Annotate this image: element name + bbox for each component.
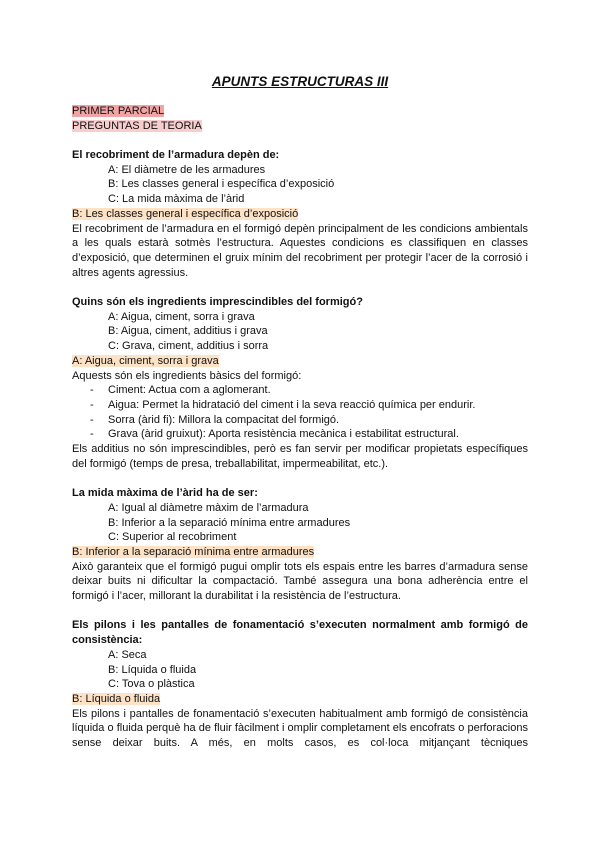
explanation-1: El recobriment de l’armadura en el formigó depèn principalment de les condicions ambientals a les quals estarà sotmès l’estructura. Aquestes condicions es classifiquen en classes d’exposició, que determinen el gruix mínim del recobriment per protegir l’acer de la corrosió i altres agents agressius. (72, 222, 528, 279)
explanation-2: Els additius no són imprescindibles, però es fan servir per modificar propietats específiques del formigó (temps de presa, treballabilitat, impermeabilitat, etc.). (72, 443, 528, 470)
subsection-heading: PREGUNTAS DE TEORIA (72, 119, 202, 132)
answer-2: A: Aigua, ciment, sorra i grava (72, 354, 219, 367)
option-b: B: Les classes general i específica d’exposició (108, 178, 335, 191)
option-a: A: El diàmetre de les armadures (108, 163, 266, 176)
answer-3: B: Inferior a la separació mínima entre armadures (72, 545, 315, 558)
list-item: - Aigua: Permet la hidratació del ciment i la seva reacció química per endurir. (72, 398, 528, 413)
section-heading: PRIMER PARCIAL (72, 105, 165, 117)
ingredients-intro: Aquests són els ingredients bàsics del formigó: (72, 369, 302, 382)
option-b: B: Aigua, ciment, additius i grava (108, 325, 268, 338)
option-c: C: La mida màxima de l’àrid (108, 193, 245, 206)
option-b: B: Líquida o fluida (108, 663, 197, 676)
option-a: A: Seca (108, 648, 147, 661)
list-item: - Sorra (àrid fi): Millora la compacitat del formigó. (72, 413, 528, 428)
answer-1: B: Les classes general i específica d’exposició (72, 207, 299, 220)
answer-4: B: Líquida o fluida (72, 692, 161, 705)
question-2: Quins són els ingredients imprescindibles del formigó? (72, 296, 363, 309)
option-a: A: Aigua, ciment, sorra i grava (108, 310, 255, 323)
explanation-4: Els pilons i pantalles de fonamentació s’executen habitualment amb formigó de consistència líquida o fluida perquè ha de fluir fàcilment i omplir completament els encofrats o perforacions sense deixar buits. A més, en molts casos, es col·loca mitjançant tècniques (72, 707, 528, 750)
ingredients-list (72, 383, 528, 442)
list-item: - Grava (àrid gruixut): Aporta resistència mecànica i estabilitat estructural. (72, 427, 528, 442)
document-body (72, 104, 528, 751)
option-c: C: Tova o plàstica (108, 678, 195, 691)
document-title: APUNTS ESTRUCTURAS III (211, 74, 389, 89)
option-b: B: Inferior a la separació mínima entre armadures (108, 516, 351, 529)
list-item: - Ciment: Actua com a aglomerant. (72, 383, 528, 398)
option-c: C: Grava, ciment, additius i sorra (108, 340, 269, 353)
question-4: Els pilons i les pantalles de fonamentació s’executen normalment amb formigó de consistència: (72, 619, 528, 647)
explanation-3: Això garanteix que el formigó pugui omplir tots els espais entre les barres d’armadura sense deixar buits ni dificultar la compactació. També assegura una bona adherència entre el formigó i l’acer, millorant la durabilitat i la resistència de l’estructura. (72, 560, 528, 603)
question-3: La mida màxima de l’àrid ha de ser: (72, 487, 258, 500)
option-a: A: Igual al diàmetre màxim de l’armadura (108, 501, 309, 514)
question-1: El recobriment de l’armadura depèn de: (72, 149, 280, 162)
option-c: C: Superior al recobriment (108, 531, 237, 544)
